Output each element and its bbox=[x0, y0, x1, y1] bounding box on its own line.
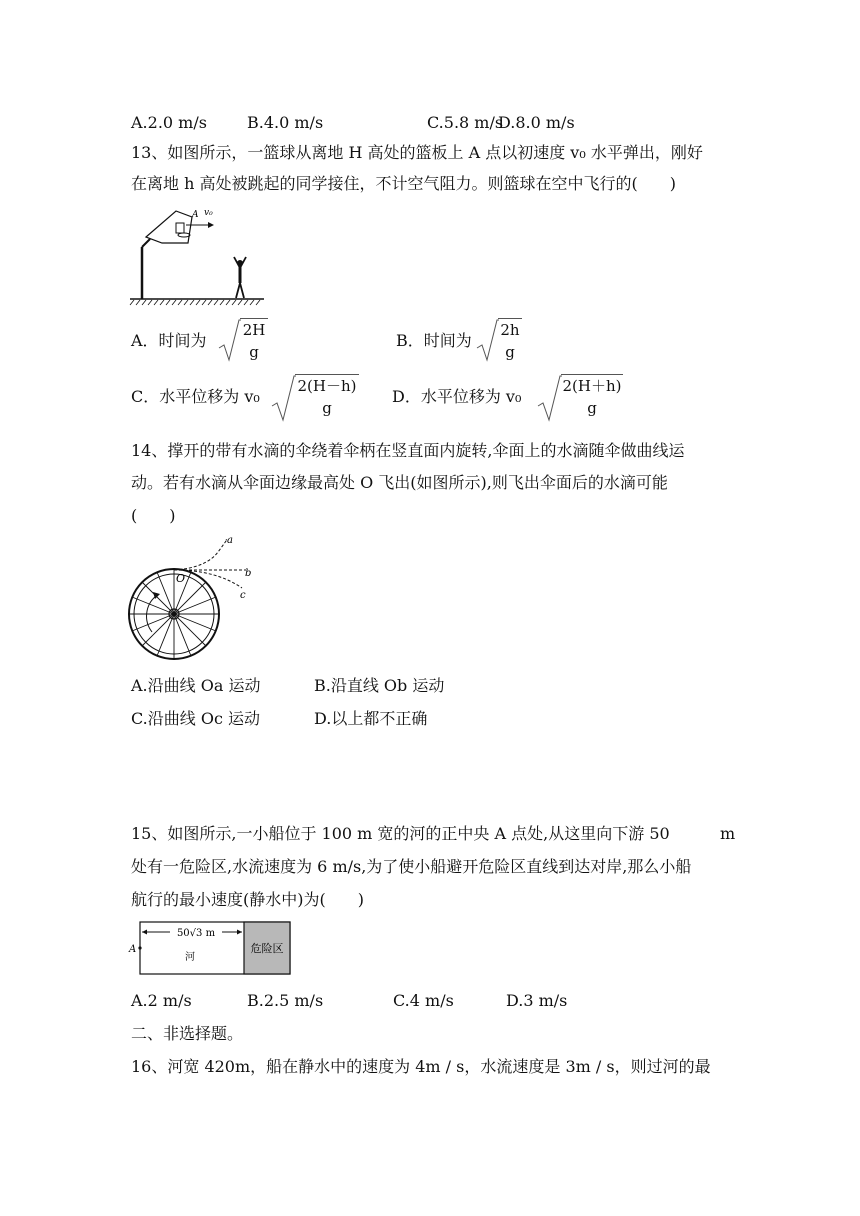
fraction-c bbox=[295, 374, 359, 419]
q13-option-d: D．水平位移为 v₀ bbox=[392, 387, 522, 406]
point-a-river-label: A bbox=[129, 944, 137, 955]
umbrella-figure bbox=[126, 532, 266, 664]
sqrt-sign-d bbox=[536, 374, 562, 424]
fraction-c-num: 2(H－h) bbox=[297, 377, 357, 395]
basketball-figure bbox=[128, 203, 268, 307]
q13-line-2: 在离地 h 高处被跳起的同学接住，不计空气阻力。则篮球在空中飞行的( ) bbox=[131, 174, 676, 193]
curve-a-label: a bbox=[227, 535, 233, 546]
q13-option-a: A．时间为 bbox=[131, 331, 207, 350]
q16-line-1: 16、河宽 420m，船在静水中的速度为 4m / s，水流速度是 3m / s，则过河的最 bbox=[131, 1057, 711, 1076]
fraction-d bbox=[561, 374, 623, 419]
fraction-d-den: g bbox=[587, 399, 597, 417]
q13-option-b: B．时间为 bbox=[396, 331, 472, 350]
river-label: 河 bbox=[185, 952, 195, 963]
fraction-a bbox=[240, 318, 268, 363]
curve-c-label: c bbox=[240, 590, 246, 601]
q14-option-a: A.沿曲线 Oa 运动 bbox=[131, 676, 261, 695]
fraction-b bbox=[498, 318, 522, 363]
river-figure bbox=[128, 920, 296, 976]
q15-option-b: B.2.5 m/s bbox=[247, 991, 324, 1010]
sqrt-sign-a bbox=[217, 318, 241, 364]
velocity-label: v₀ bbox=[204, 208, 213, 218]
q12-option-d: D.8.0 m/s bbox=[498, 113, 575, 132]
q15-line-1: 15、如图所示,一小船位于 100 m 宽的河的正中央 A 点处,从这里向下游 50 bbox=[131, 824, 670, 843]
distance-label: 50√3 m bbox=[176, 928, 216, 939]
q15-option-a: A.2 m/s bbox=[131, 991, 192, 1010]
q12-option-c: C.5.8 m/s bbox=[427, 113, 504, 132]
q14-line-1: 14、撑开的带有水滴的伞绕着伞柄在竖直面内旋转,伞面上的水滴随伞做曲线运 bbox=[131, 441, 685, 460]
q15-option-c: C.4 m/s bbox=[393, 991, 454, 1010]
fraction-b-num: 2h bbox=[500, 321, 520, 339]
fraction-c-den: g bbox=[322, 399, 332, 417]
q14-option-b: B.沿直线 Ob 运动 bbox=[314, 676, 445, 695]
q15-line-1-unit: m bbox=[720, 824, 736, 843]
point-a-label: A bbox=[192, 210, 199, 220]
section-2-heading: 二、非选择题。 bbox=[131, 1024, 244, 1043]
q12-option-a: A.2.0 m/s bbox=[131, 113, 207, 132]
q14-line-2: 动。若有水滴从伞面边缘最高处 O 飞出(如图所示),则飞出伞面后的水滴可能 bbox=[131, 473, 668, 492]
q15-option-d: D.3 m/s bbox=[506, 991, 568, 1010]
fraction-a-num: 2H bbox=[242, 321, 266, 339]
q14-option-c: C.沿曲线 Oc 运动 bbox=[131, 709, 261, 728]
q14-option-d: D.以上都不正确 bbox=[314, 709, 428, 728]
fraction-d-num: 2(H＋h) bbox=[562, 377, 622, 395]
line-b-label: b bbox=[245, 568, 252, 579]
fraction-a-den: g bbox=[249, 343, 259, 361]
q15-line-2: 处有一危险区,水流速度为 6 m/s,为了使小船避开危险区直线到达对岸,那么小船 bbox=[131, 857, 692, 876]
q13-option-c: C．水平位移为 v₀ bbox=[131, 387, 260, 406]
q12-option-b: B.4.0 m/s bbox=[247, 113, 324, 132]
danger-zone-label: 危险区 bbox=[250, 942, 284, 955]
q13-line-1: 13、如图所示，一篮球从离地 H 高处的篮板上 A 点以初速度 v₀ 水平弹出，刚好 bbox=[131, 143, 703, 162]
sqrt-sign-b bbox=[475, 318, 499, 364]
point-o-label: O bbox=[176, 572, 186, 585]
fraction-b-den: g bbox=[505, 343, 515, 361]
q14-line-3: ( ) bbox=[131, 506, 176, 525]
q15-line-3: 航行的最小速度(静水中)为( ) bbox=[131, 890, 364, 909]
sqrt-sign-c bbox=[270, 374, 296, 424]
